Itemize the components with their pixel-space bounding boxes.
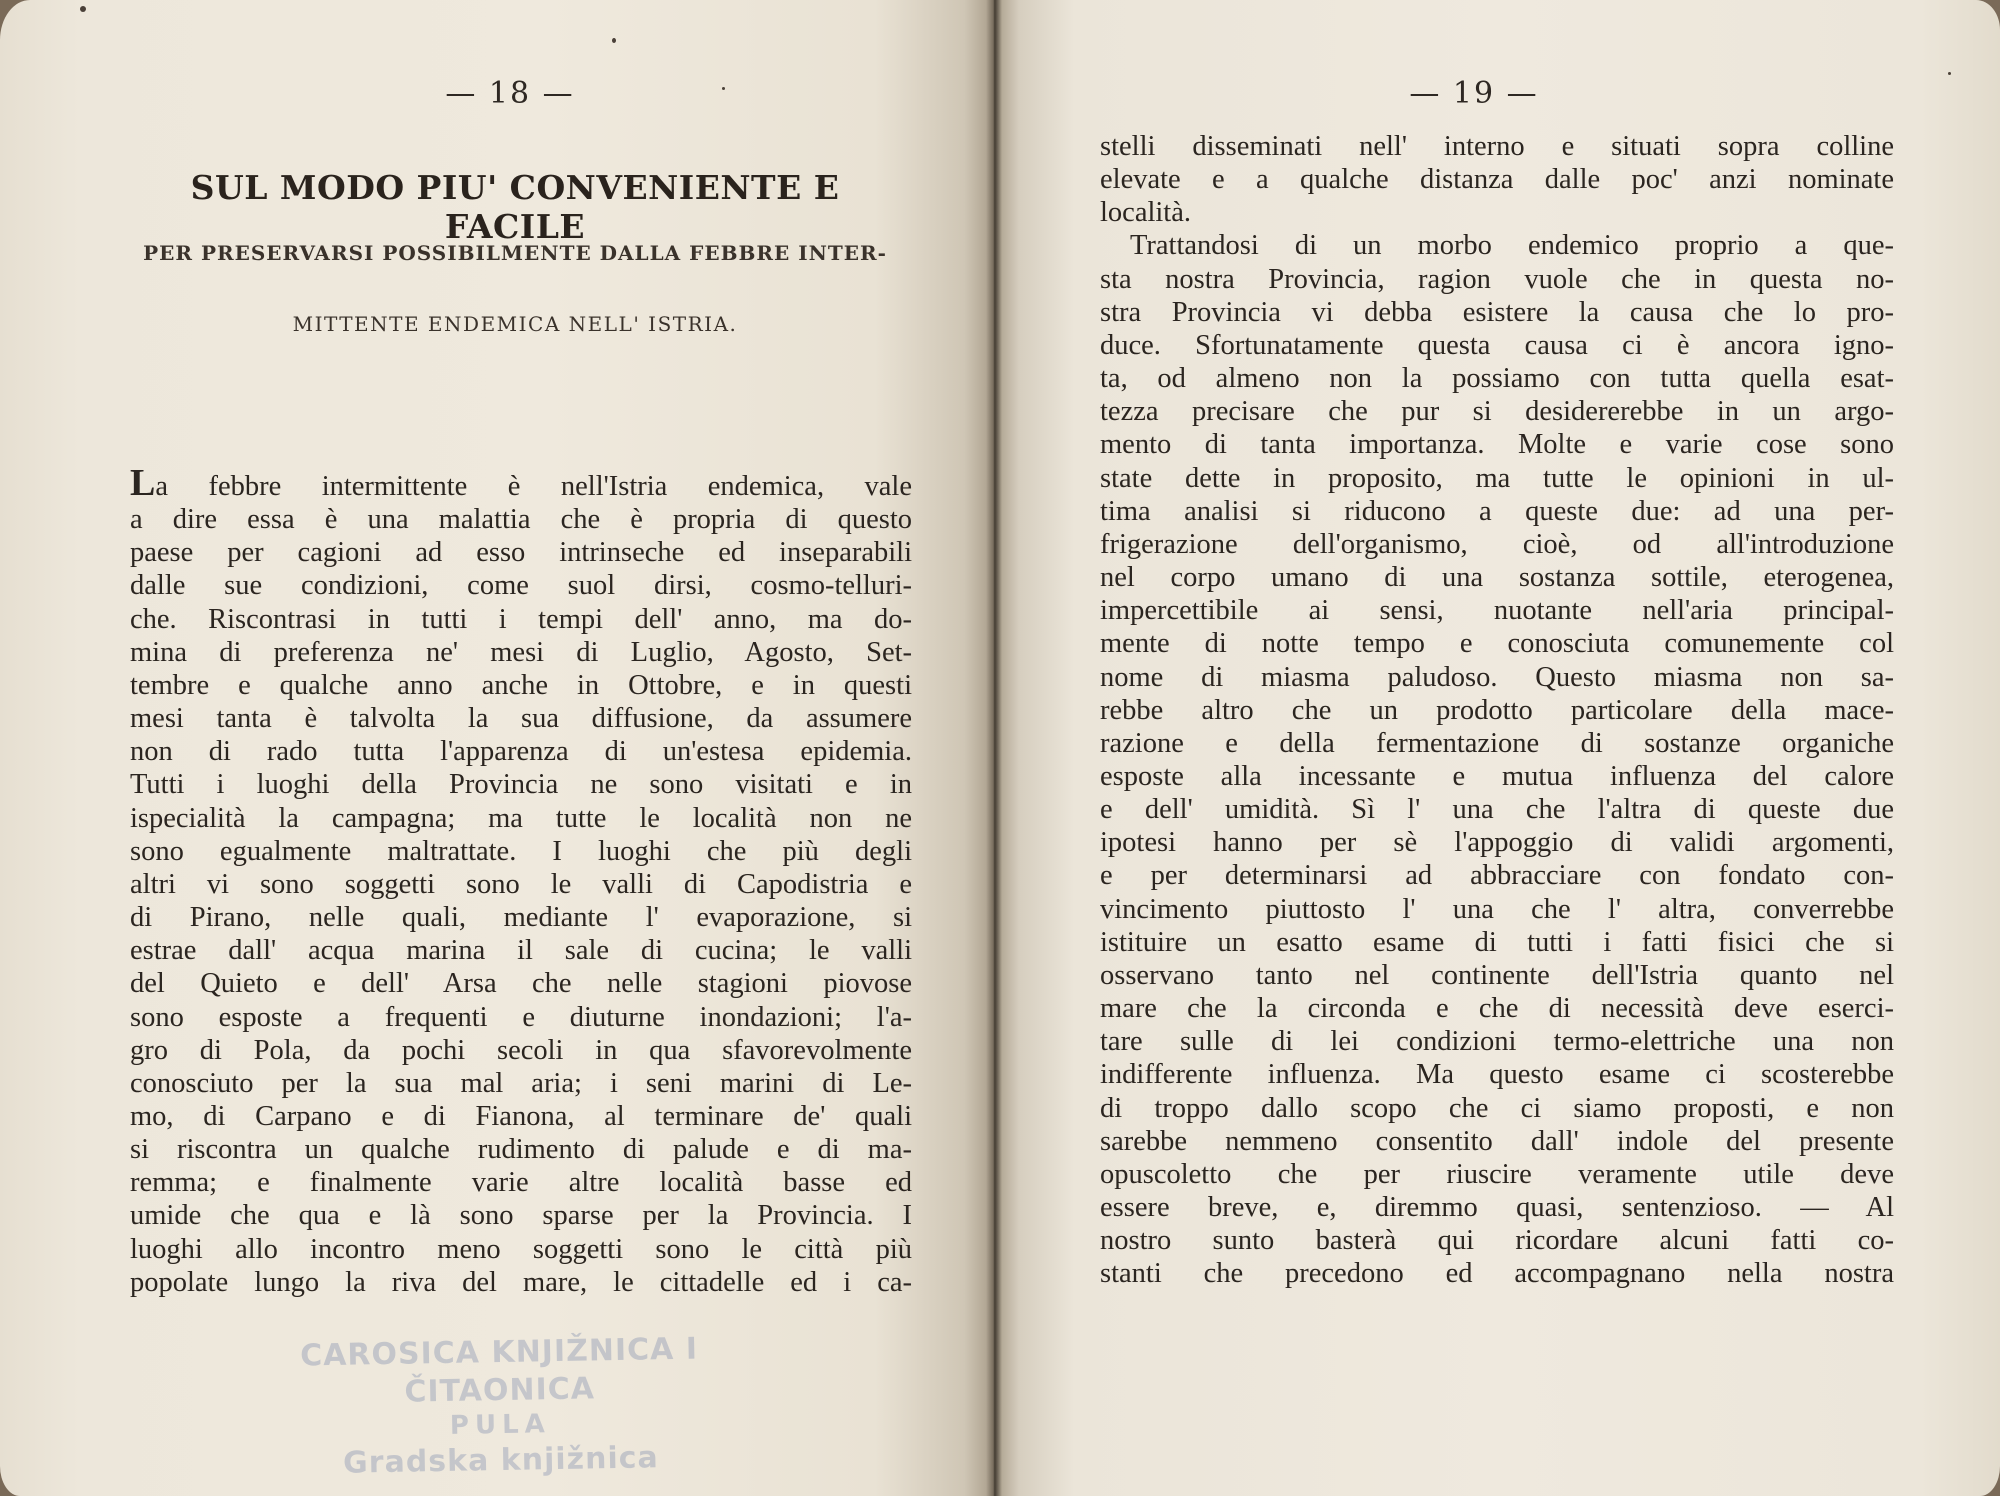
text-line: dalle sue condizioni, come suol dirsi, cosmo-telluri- (130, 570, 912, 602)
text-line: umide che qua e là sono sparse per la Provincia. I (130, 1200, 912, 1232)
text-line: gro di Pola, da pochi secoli in qua sfavorevolmente (130, 1034, 912, 1066)
paper-speck (612, 38, 616, 43)
text-line: essere breve, e, diremmo quasi, sentenzioso. — Al (1100, 1192, 1894, 1223)
text-line: non di rado tutta l'apparenza di un'estesa epidemia. (130, 736, 912, 768)
text-line: e dell' umidità. Sì l' una che l'altra di queste due (1100, 794, 1894, 826)
right-page-body (1100, 130, 1894, 1290)
text-line: nel corpo umano di una sostanza sottile, eterogenea, (1100, 562, 1894, 594)
article-subtitle-line1: PER PRESERVARSI POSSIBILMENTE DALLA FEBBRE INTER- (143, 241, 887, 265)
text-line: impercettibile ai sensi, nuotante nell'aria principal- (1100, 595, 1894, 627)
text-line: altri vi sono soggetti sono le valli di Capodistria e (130, 868, 912, 900)
text-line: paese per cagioni ad esso intrinseche ed inseparabili (130, 537, 912, 569)
text-line: duce. Sfortunatamente questa causa ci è ancora igno- (1100, 329, 1894, 361)
text-line: a dire essa è una malattia che è propria di questo (130, 504, 912, 536)
text-line: mesi tanta è talvolta la sua diffusione, da assumere (130, 703, 912, 735)
article-subtitle-line2: MITTENTE ENDEMICA NELL' ISTRIA. (292, 312, 738, 336)
text-line: sono esposte a frequenti e diuturne inondazioni; l'a- (130, 1001, 912, 1033)
text-line: nostro sunto basterà qui ricordare alcuni fatti co- (1100, 1225, 1894, 1257)
text-line: razione e della fermentazione di sostanze organiche (1100, 727, 1894, 759)
first-line-text: a febbre intermittente è nell'Istria endemica, vale (155, 471, 912, 502)
text-line: sono egualmente maltrattate. I luoghi che più degli (130, 835, 912, 867)
text-line: stra Provincia vi debba esistere la causa che lo pro- (1100, 296, 1894, 328)
page-number-left: — 18 — (445, 76, 575, 111)
text-line: mo, di Carpano e di Fianona, al terminare de' quali (130, 1100, 912, 1132)
text-line: tare sulle di lei condizioni termo-elettriche una non (1100, 1026, 1894, 1058)
text-line: frigerazione dell'organismo, cioè, od all'introduzione (1100, 528, 1894, 560)
book-gutter (986, 0, 1002, 1496)
text-line: di troppo dallo scopo che ci siamo proposti, e non (1100, 1092, 1894, 1124)
text-line: Trattandosi di un morbo endemico proprio a que- (1130, 230, 1894, 262)
text-line: del Quieto e dell' Arsa che nelle stagioni piovose (130, 968, 912, 1000)
text-line: mina di preferenza ne' mesi di Luglio, Agosto, Set- (130, 636, 912, 668)
text-line: stanti che precedono ed accompagnano nella nostra (1100, 1258, 1894, 1290)
stamp-line-2: PULA (449, 1409, 551, 1441)
article-title: SUL MODO PIU' CONVENIENTE E FACILE (190, 168, 840, 246)
right-page (994, 0, 2000, 1496)
text-line: mente di notte tempo e conosciuta comunemente col (1100, 628, 1894, 660)
text-line: ta, od almeno non la possiamo con tutta quella esat- (1100, 363, 1894, 395)
text-line: mare che la circonda e che di necessità deve eserci- (1100, 993, 1894, 1025)
text-line: di Pirano, nelle quali, mediante l' evaporazione, si (130, 902, 912, 934)
paper-speck (1994, 6, 1998, 10)
text-line: opuscoletto che per riuscire veramente utile deve (1100, 1158, 1894, 1190)
text-line: elevate e a qualche distanza dalle poc' anzi nominate (1100, 164, 1894, 196)
text-line: stelli disseminati nell' interno e situati sopra colline (1100, 131, 1894, 162)
text-line: rebbe altro che un prodotto particolare della mace- (1100, 694, 1894, 726)
text-line: luoghi allo incontro meno soggetti sono le città più (130, 1233, 912, 1265)
drop-cap: L (130, 462, 156, 504)
paper-speck (80, 6, 86, 12)
text-line (130, 464, 912, 503)
text-line: tima analisi si riducono a queste due: ad una per- (1100, 495, 1894, 527)
text-line: sta nostra Provincia, ragion vuole che in questa no- (1100, 263, 1894, 295)
text-line: tembre e qualche anno anche in Ottobre, e in questi (130, 669, 912, 701)
left-page-body (130, 464, 912, 1299)
text-line: si riscontra un qualche rudimento di palude e di ma- (130, 1134, 912, 1166)
text-line: estrae dall' acqua marina il sale di cucina; le valli (130, 935, 912, 967)
stamp-line-3: Gradska knjižnica (342, 1439, 660, 1481)
text-line: ipotesi hanno per sè l'appoggio di validi argomenti, (1100, 827, 1894, 859)
text-line: Tutti i luoghi della Provincia ne sono visitati e in (130, 769, 912, 801)
text-line: remma; e finalmente varie altre località basse ed (130, 1167, 912, 1199)
text-line: state dette in proposito, ma tutte le opinioni in ul- (1100, 462, 1894, 494)
text-line: che. Riscontrasi in tutti i tempi dell' anno, ma do- (130, 603, 912, 635)
page-number-right: — 19 — (1409, 76, 1539, 111)
stamp-line-1: CAROSICA KNJIŽNICA I ČITAONICA (299, 1331, 699, 1410)
text-line: popolate lungo la riva del mare, le cittadelle ed i ca- (130, 1266, 912, 1298)
text-line: istituire un esatto esame di tutti i fatti fisici che si (1100, 926, 1894, 958)
text-line: vincimento piuttosto l' una che l' altra, converrebbe (1100, 893, 1894, 925)
library-stamp (239, 1329, 761, 1483)
text-line: località. (1100, 197, 1191, 229)
text-line: nome di miasma paludoso. Questo miasma non sa- (1100, 661, 1894, 693)
paper-speck (722, 87, 725, 90)
left-page (0, 0, 994, 1496)
text-line: ispecialità la campagna; ma tutte le località non ne (130, 802, 912, 834)
text-line: sarebbe nemmeno consentito dall' indole del presente (1100, 1125, 1894, 1157)
text-line: indifferente influenza. Ma questo esame ci scosterebbe (1100, 1059, 1894, 1091)
text-line: osservano tanto nel continente dell'Istria quanto nel (1100, 959, 1894, 991)
text-line: e per determinarsi ad abbracciare con fondato con- (1100, 860, 1894, 892)
paper-speck (1948, 72, 1951, 75)
text-line: esposte alla incessante e mutua influenza del calore (1100, 760, 1894, 792)
text-line: conosciuto per la sua mal aria; i seni marini di Le- (130, 1067, 912, 1099)
text-line: tezza precisare che pur si desidererebbe in un argo- (1100, 396, 1894, 428)
text-line: mento di tanta importanza. Molte e varie cose sono (1100, 429, 1894, 461)
